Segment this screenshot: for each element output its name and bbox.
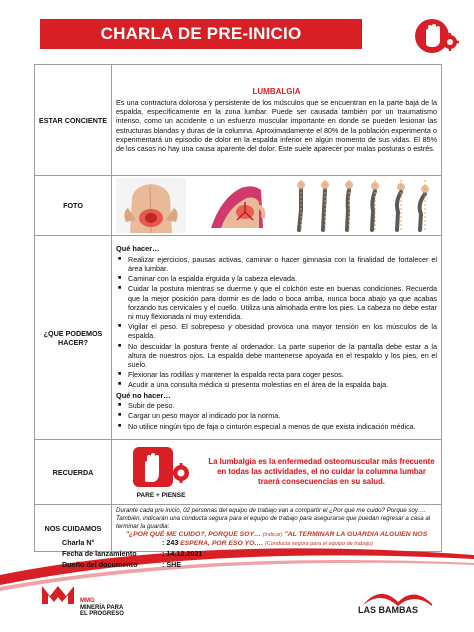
concept-text: Es una contractura dolorosa y persistente de los músculos que se encuentran en la parte baja de la espalda, específicamente en la zona lumbar. Puede ser causada también por un traumatismo intenso, como un accidente o un esfuerzo muscular importante en donde se pueden lesionar las estructuras blandas y duras de la columna. Aproximadamente el 80% de la población experimenta o experimentará un episodio de dolor en la espalda inferior en algún momento de sus vidas. El 85% de los casos no hay una causa aparente del dolor. Este suele aparecer por malas posturas o estrés. — [116, 97, 437, 154]
list-item: ■ Caminar con la espalda erguida y la cabeza elevada. — [128, 274, 437, 283]
recuerda-text: La lumbalgia es la enfermedad osteomuscular más frecuente en todas las actividades, el no cuidar la columna lumbar traerá consecuencias en su salud. — [208, 456, 435, 487]
row-recuerda — [35, 440, 442, 505]
mmg-tagline-1: MINERÍA PARA — [80, 604, 124, 611]
meta-value: : SHE — [162, 560, 182, 569]
list-item: ■ Cuidar la postura mientras se duerme y que el colchón este en buenas condiciones. Recuerda que la mejor posición para dormir es de lado o boca arriba, nunca boca abajo ya que acabas forzando tus cervicales y el cuello. Utiliza una almohada entre los pies. La cabeza no debe estar ni muy flexionada ni muy extendida. — [128, 284, 437, 321]
list-item: ■ Realizar ejercicios, pausas activas, caminar o hacer gimnasia con la finalidad de fortalecer el área lumbar. — [128, 255, 437, 273]
quote-part-a: "¿POR QUÉ ME CUIDO?, PORQUE SOY… — [125, 531, 261, 539]
do-title: Qué hacer… — [116, 244, 160, 254]
meta-key: Charla N° — [62, 538, 95, 547]
mmg-tagline-2: EL PROGRESO — [80, 611, 124, 618]
dont-title: Qué no hacer… — [116, 390, 171, 400]
safety-logo-icon — [410, 16, 460, 56]
meta-row — [62, 538, 202, 549]
meta-row — [62, 549, 202, 560]
list-item: ■ Flexionar las rodillas y mantener la espalda recta para coger pesos. — [128, 370, 437, 379]
mmg-tagline — [80, 598, 124, 618]
list-item: ■ Subir de peso. — [128, 401, 437, 410]
las-bambas-brand: LAS BAMBAS — [358, 605, 418, 615]
concept-title: LUMBALGIA — [252, 86, 301, 96]
content-table — [34, 64, 442, 552]
posture-sequence-photo — [287, 178, 437, 233]
label-estar-conciente: ESTAR CONCIENTE — [35, 65, 112, 176]
row-estar-conciente — [35, 65, 442, 176]
list-item: ■ No utilice ningún tipo de faja o cinturón especial a menos de que exista indicación médica. — [128, 422, 437, 431]
pare-piense-label: PARE + PIENSE — [136, 492, 186, 500]
meta-row — [62, 560, 202, 571]
document-meta — [62, 538, 202, 571]
meta-key: Dueño del documento — [62, 560, 138, 569]
pare-piense-icon — [131, 443, 191, 491]
list-item: ■ Vigilar el peso. El sobrepeso y obesidad provoca una mayor tensión en los músculos de la espalda. — [128, 322, 437, 340]
meta-value: : 243 — [162, 538, 179, 547]
mmg-brand: MMG — [80, 598, 95, 604]
label-recuerda: RECUERDA — [35, 440, 112, 505]
quote-part-b: (indicar) — [262, 532, 283, 539]
lumbar-pain-photo — [201, 178, 273, 233]
title-bar — [40, 19, 362, 49]
do-list — [116, 255, 437, 390]
list-item: ■ Acudir a una consulta médica si presenta molestias en el área de la espalda baja. — [128, 380, 437, 389]
row-que-podemos-hacer — [35, 236, 442, 440]
label-que-podemos-hacer: ¿QUE PODEMOS HACER? — [35, 236, 112, 440]
quote-part-d: (Conducta segura para el equipo de trabajo) — [264, 541, 373, 548]
list-item: ■ Cargar un peso mayor al indicado por la norma. — [128, 411, 437, 420]
label-nos-cuidamos: NOS CUIDAMOS — [35, 505, 112, 552]
list-item: ■ No descuidar la postura frente al ordenador. La parte superior de la pantalla debe estar a la altura de nuestros ojos. La espalda debe mantenerse apoyada en el respaldo y los pies, en el suelo. — [128, 342, 437, 370]
dont-list — [116, 401, 437, 431]
page-title: CHARLA DE PRE-INICIO — [100, 24, 302, 43]
meta-value: : 14.12.2021 — [162, 549, 203, 558]
quote-part-c: "AL TERMINAR LA GUARDIA ALGUIEN NOS ESPERA, POR ESO YO…. — [180, 531, 428, 548]
mmg-logo-icon — [40, 582, 78, 606]
label-foto: FOTO — [35, 176, 112, 236]
meta-key: Fecha de lanzamiento — [62, 549, 137, 558]
back-pain-photo — [116, 178, 186, 233]
row-foto — [35, 176, 442, 236]
nos-cuidamos-text: Durante cada pre inicio, 02 personas del equipo de trabajo van a compartir el ¿Por qué me cuido? Porque soy…. También, indicarán una conducta segura para el equipo de trabajo para asegurarse que puedan regresar a casa al terminar la guardia: — [116, 507, 431, 531]
